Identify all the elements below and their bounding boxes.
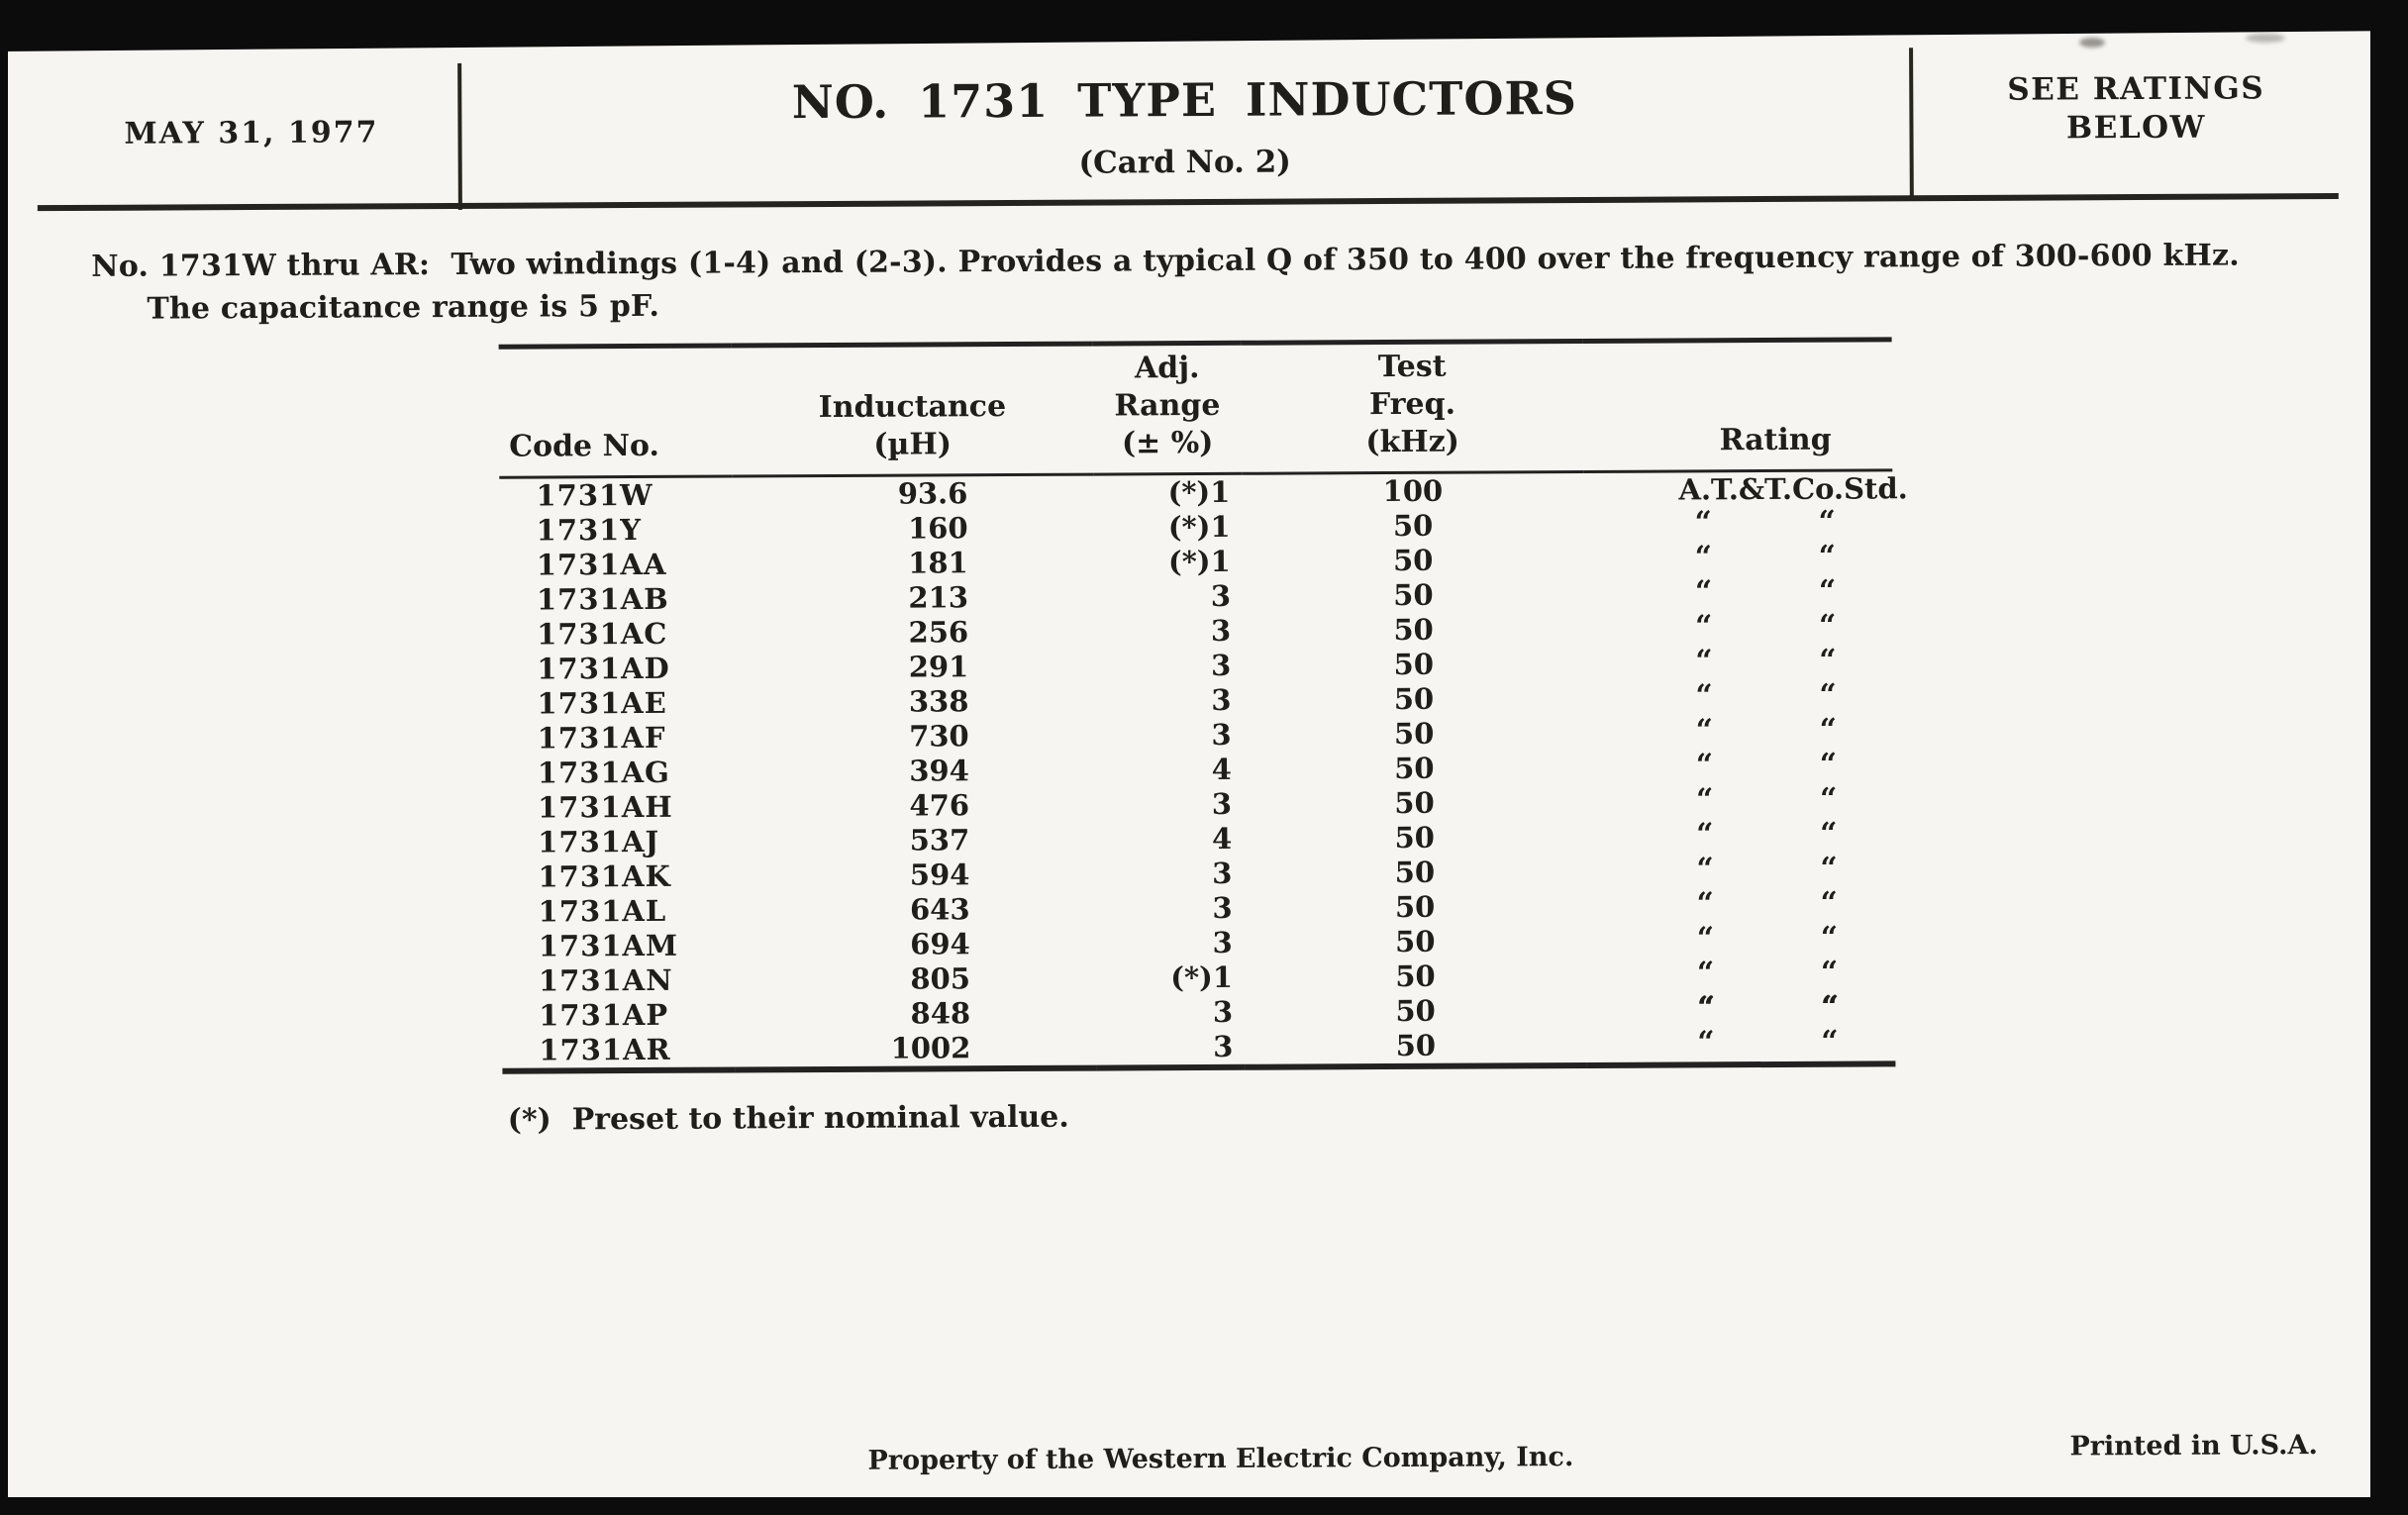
col-header-code: Code No. <box>499 346 733 477</box>
ditto-marks: “ “ <box>1697 1024 1839 1060</box>
cell-test-freq: 50 <box>1393 577 1434 612</box>
ditto-marks: “ “ <box>1696 816 1838 853</box>
ditto-marks: “ “ <box>1696 885 1838 922</box>
cell-test-freq: 50 <box>1393 612 1434 647</box>
cell-test-freq: 100 <box>1382 473 1444 509</box>
cell-code: 1731AG <box>537 755 670 790</box>
cell-adj-range: 3 <box>1213 1029 1234 1063</box>
table-row <box>502 1026 1895 1070</box>
cell-adj-range: (*)1 <box>1167 544 1231 579</box>
cell-rating <box>1584 610 1893 647</box>
col-header-rating: Rating <box>1583 340 1893 472</box>
footer-property-notice: Property of the Western Electric Company, Inc. <box>867 1442 1574 1476</box>
cell-code: 1731AN <box>538 962 673 998</box>
cell-code: 1731AL <box>538 893 667 929</box>
cell-inductance: 256 <box>908 615 969 650</box>
cell-code: 1731AR <box>539 1032 671 1067</box>
issue-date: MAY 31, 1977 <box>124 115 379 152</box>
cell-adj-range: 3 <box>1212 890 1233 925</box>
cell-inductance: 694 <box>910 927 970 961</box>
cell-adj-range: (*)1 <box>1167 509 1231 545</box>
cell-rating <box>1586 922 1895 959</box>
ditto-marks: “ “ <box>1696 920 1839 957</box>
cell-inductance: 730 <box>909 719 969 754</box>
col-header-test-freq: Test Freq. (kHz) <box>1242 341 1584 473</box>
cell-code: 1731AF <box>537 720 666 756</box>
cell-adj-range: 3 <box>1211 682 1232 717</box>
cell-code: 1731AD <box>537 651 670 686</box>
cell-test-freq: 50 <box>1394 785 1435 820</box>
scan-smudge <box>2246 34 2285 43</box>
cell-inductance: 93.6 <box>897 476 968 511</box>
cell-rating <box>1585 714 1894 751</box>
cell-inductance: 643 <box>909 892 970 927</box>
cell-test-freq: 50 <box>1393 681 1435 716</box>
cell-code: 1731AP <box>539 997 669 1033</box>
ditto-marks: “ “ <box>1695 677 1837 714</box>
cell-test-freq: 50 <box>1394 820 1435 855</box>
ditto-marks: “ “ <box>1694 573 1837 610</box>
cell-adj-range: 4 <box>1211 752 1232 786</box>
cell-code: 1731AA <box>536 547 667 582</box>
cell-test-freq: 50 <box>1395 993 1436 1028</box>
cell-adj-range: 3 <box>1210 613 1232 648</box>
cell-rating <box>1584 679 1893 716</box>
cell-inductance: 594 <box>909 858 970 892</box>
cell-rating: A.T.&T.Co.Std. <box>1678 471 1908 507</box>
col-header-adj-range: Adj. Range (± %) <box>1093 343 1243 474</box>
cell-inductance: 181 <box>908 546 968 580</box>
cell-inductance: 160 <box>907 511 968 546</box>
cell-test-freq: 50 <box>1394 889 1436 924</box>
ratings-note <box>1913 69 2358 149</box>
cell-code: 1731AJ <box>538 824 660 859</box>
cell-adj-range: 3 <box>1211 786 1233 821</box>
scan-smudge <box>2079 38 2105 48</box>
cell-test-freq: 50 <box>1394 855 1436 889</box>
cell-adj-range: 3 <box>1212 994 1234 1029</box>
cell-code: 1731AK <box>538 858 671 894</box>
cell-inductance: 338 <box>908 684 969 719</box>
cell-rating <box>1583 506 1892 543</box>
ditto-marks: “ “ <box>1697 989 1839 1026</box>
cell-adj-range: 3 <box>1212 856 1233 890</box>
description-line2: The capacitance range is 5 pF. <box>147 288 660 327</box>
cell-test-freq: 50 <box>1395 1028 1437 1062</box>
footnote: (*) Preset to their nominal value. <box>507 1099 1069 1138</box>
scan-edge-right <box>2370 0 2408 1515</box>
cell-adj-range: 3 <box>1211 648 1232 682</box>
cell-inductance: 291 <box>908 650 969 684</box>
table-body <box>499 470 1908 1071</box>
table-header <box>499 340 1893 477</box>
cell-inductance: 1002 <box>890 1031 971 1065</box>
ditto-marks: “ “ <box>1695 643 1837 679</box>
cell-code: 1731AE <box>537 685 667 721</box>
cell-code: 1731Y <box>536 512 643 548</box>
ditto-marks: “ “ <box>1695 781 1838 818</box>
cell-rating <box>1585 853 1894 889</box>
header-rule <box>38 193 2339 211</box>
card-number: (Card No. 2) <box>1078 144 1292 181</box>
ratings-note-line2: BELOW <box>2065 109 2207 147</box>
cell-rating <box>1586 991 1895 1028</box>
footer-printed-in: Printed in U.S.A. <box>2069 1430 2318 1463</box>
cell-test-freq: 50 <box>1392 508 1434 543</box>
cell-rating <box>1584 541 1893 577</box>
cell-inductance: 848 <box>910 996 971 1031</box>
cell-code: 1731W <box>536 477 653 513</box>
cell-inductance: 394 <box>909 754 969 788</box>
ditto-marks: “ “ <box>1695 608 1837 645</box>
cell-adj-range: 3 <box>1210 578 1232 613</box>
ratings-note-line1: SEE RATINGS <box>2007 70 2265 108</box>
cell-test-freq: 50 <box>1393 716 1435 751</box>
cell-rating <box>1585 818 1894 855</box>
col-header-inductance: Inductance (µH) <box>732 344 1094 476</box>
cell-test-freq: 50 <box>1394 751 1435 785</box>
cell-code: 1731AH <box>537 789 673 825</box>
cell-test-freq: 50 <box>1395 924 1436 959</box>
cell-inductance: 213 <box>908 580 969 615</box>
cell-rating <box>1584 575 1893 612</box>
ditto-marks: “ “ <box>1695 712 1838 749</box>
cell-adj-range: 3 <box>1211 717 1232 752</box>
cell-adj-range: (*)1 <box>1167 474 1231 510</box>
cell-inductance: 476 <box>909 788 970 823</box>
description-line1: No. 1731W thru AR: Two windings (1-4) and (2-3). Provides a typical Q of 350 to 400 over the frequency range of 300-600 kHz. <box>91 238 2240 284</box>
cell-rating <box>1585 749 1894 785</box>
ditto-marks: “ “ <box>1694 539 1837 575</box>
cell-test-freq: 50 <box>1395 959 1436 993</box>
cell-adj-range: (*)1 <box>1170 960 1234 995</box>
cell-adj-range: 4 <box>1211 821 1233 856</box>
scan-edge-bottom <box>0 1497 2408 1515</box>
cell-rating <box>1584 645 1893 681</box>
cell-inductance: 805 <box>910 961 971 996</box>
ditto-marks: “ “ <box>1696 851 1838 887</box>
cell-rating <box>1586 1026 1895 1065</box>
inductor-spec-table <box>499 337 1908 1073</box>
ditto-marks: “ “ <box>1696 955 1839 991</box>
ditto-marks: “ “ <box>1694 504 1836 541</box>
scan-edge-left <box>0 0 8 1515</box>
page-title: NO. 1731 TYPE INDUCTORS <box>791 71 1578 130</box>
cell-inductance: 537 <box>909 823 970 858</box>
cell-test-freq: 50 <box>1392 543 1434 577</box>
cell-rating <box>1586 957 1895 993</box>
cell-code: 1731AB <box>536 581 669 617</box>
cell-code: 1731AM <box>538 928 679 963</box>
ditto-marks: “ “ <box>1695 747 1838 783</box>
cell-rating <box>1585 783 1894 820</box>
cell-test-freq: 50 <box>1393 647 1435 681</box>
cell-rating <box>1586 887 1895 924</box>
cell-adj-range: 3 <box>1212 925 1233 960</box>
cell-code: 1731AC <box>537 616 668 652</box>
